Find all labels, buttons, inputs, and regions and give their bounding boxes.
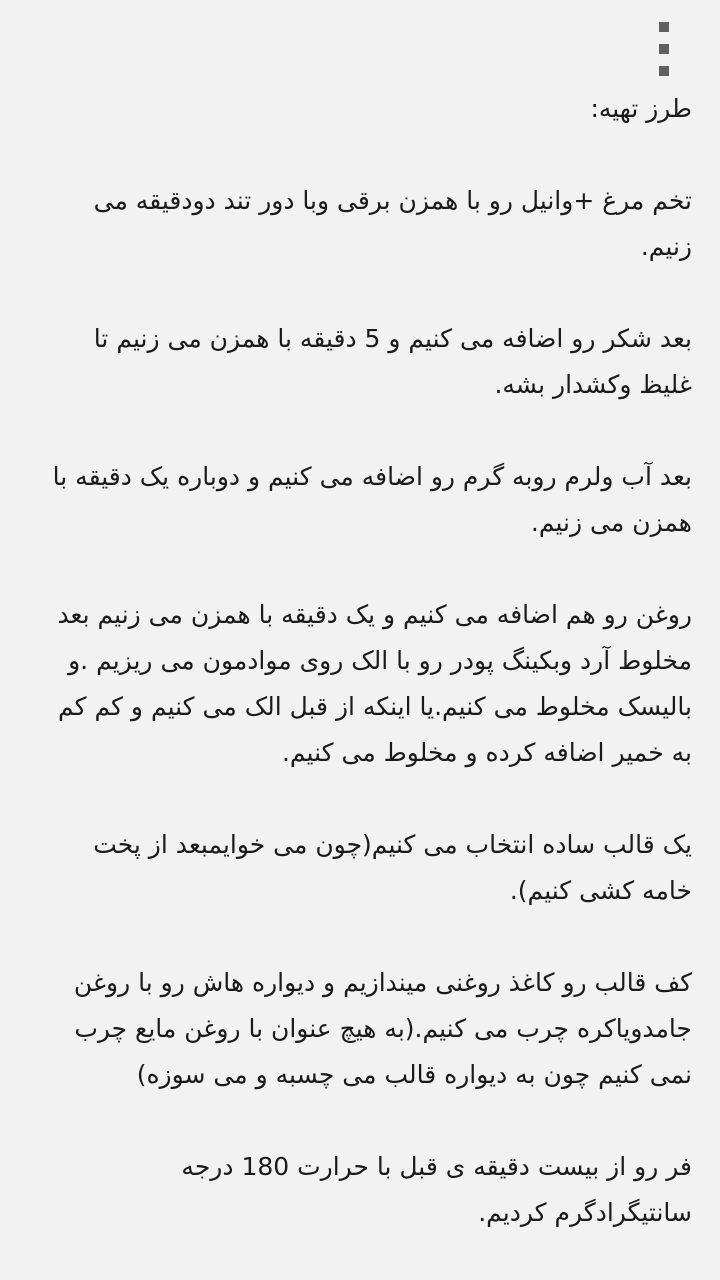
recipe-content (40, 86, 692, 1280)
recipe-step: بعد شکر رو اضافه می کنیم و 5 دقیقه با همزن می زنیم تا غلیظ وکشدار بشه. (93, 324, 692, 399)
recipe-heading: طرز تهیه: (590, 94, 692, 123)
recipe-step: کف قالب رو کاغذ روغنی میندازیم و دیواره هاش رو با روغن جامدویاکره چرب می کنیم.(به هیچ عنوان با روغن مایع چرب نمی کنیم چون به دیواره قالب می چسبه و می سوزه) (73, 968, 692, 1089)
recipe-step: تخم مرغ +وانیل رو با همزن برقی وبا دور تند دودقیقه می زنیم. (93, 186, 692, 261)
menu-dot (659, 66, 669, 76)
recipe-step: روغن رو هم اضافه می کنیم و یک دقیقه با همزن می زنیم بعد مخلوط آرد وبکینگ پودر رو با الک روی موادمون می ریزیم .و بالیسک مخلوط می کنیم.یا اینکه از قبل الک می کنیم و کم کم به خمیر اضافه کرده و مخلوط می کنیم. (57, 600, 692, 767)
recipe-step: فر رو از بیست دقیقه ی قبل با حرارت 180 درجه سانتیگرادگرم کردیم. (181, 1152, 692, 1227)
menu-dot (659, 44, 669, 54)
menu-dot (659, 22, 669, 32)
recipe-step: بعد آب ولرم روبه گرم رو اضافه می کنیم و دوباره یک دقیقه با همزن می زنیم. (52, 462, 692, 537)
overflow-menu-icon[interactable] (652, 22, 676, 76)
recipe-step: یک قالب ساده انتخاب می کنیم(چون می خوایمبعد از پخت خامه کشی کنیم). (93, 830, 692, 905)
